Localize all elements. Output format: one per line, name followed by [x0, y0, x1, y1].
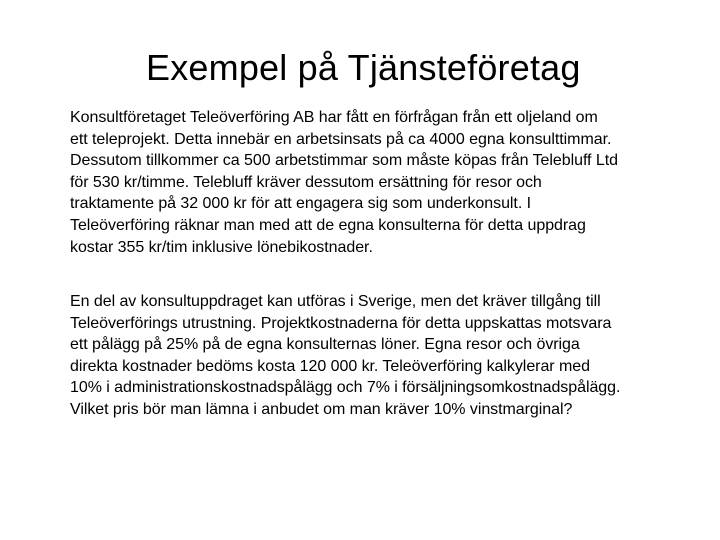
paragraph-line: 10% i administrationskostnadspålägg och 7% i försäljningsomkostnadspålägg. [70, 379, 621, 397]
paragraph-line: för 530 kr/timme. Telebluff kräver dessutom ersättning för resor och [70, 173, 542, 191]
paragraph-line: Teleöverförings utrustning. Projektkostnaderna för detta uppskattas motsvara [70, 314, 612, 332]
paragraph-line: ett pålägg på 25% på de egna konsulternas löner. Egna resor och övriga [70, 336, 580, 354]
paragraph-line: Vilket pris bör man lämna i anbudet om man kräver 10% vinstmarginal? [70, 400, 573, 418]
paragraph-line: direkta kostnader bedöms kosta 120 000 kr. Teleöverföring kalkylerar med [70, 357, 590, 375]
slide-title: Exempel på Tjänsteföretag [146, 47, 581, 88]
paragraph-line: ett teleprojekt. Detta innebär en arbetsinsats på ca 4000 egna konsulttimmar. [70, 130, 612, 148]
paragraph-line: traktamente på 32 000 kr för att engagera sig som underkonsult. I [70, 195, 532, 213]
paragraph-line: Dessutom tillkommer ca 500 arbetstimmar som måste köpas från Telebluff Ltd [70, 152, 618, 170]
paragraph-line: kostar 355 kr/tim inklusive lönebikostnader. [70, 238, 373, 256]
paragraph-2 [70, 291, 710, 421]
paragraph-line: En del av konsultuppdraget kan utföras i Sverige, men det kräver tillgång till [70, 293, 601, 310]
paragraph-1 [70, 107, 710, 258]
paragraph-line: Konsultföretaget Teleöverföring AB har fått en förfrågan från ett oljeland om [70, 109, 598, 126]
paragraph-line: Teleöverföring räknar man med att de egna konsulterna för detta uppdrag [70, 216, 586, 234]
